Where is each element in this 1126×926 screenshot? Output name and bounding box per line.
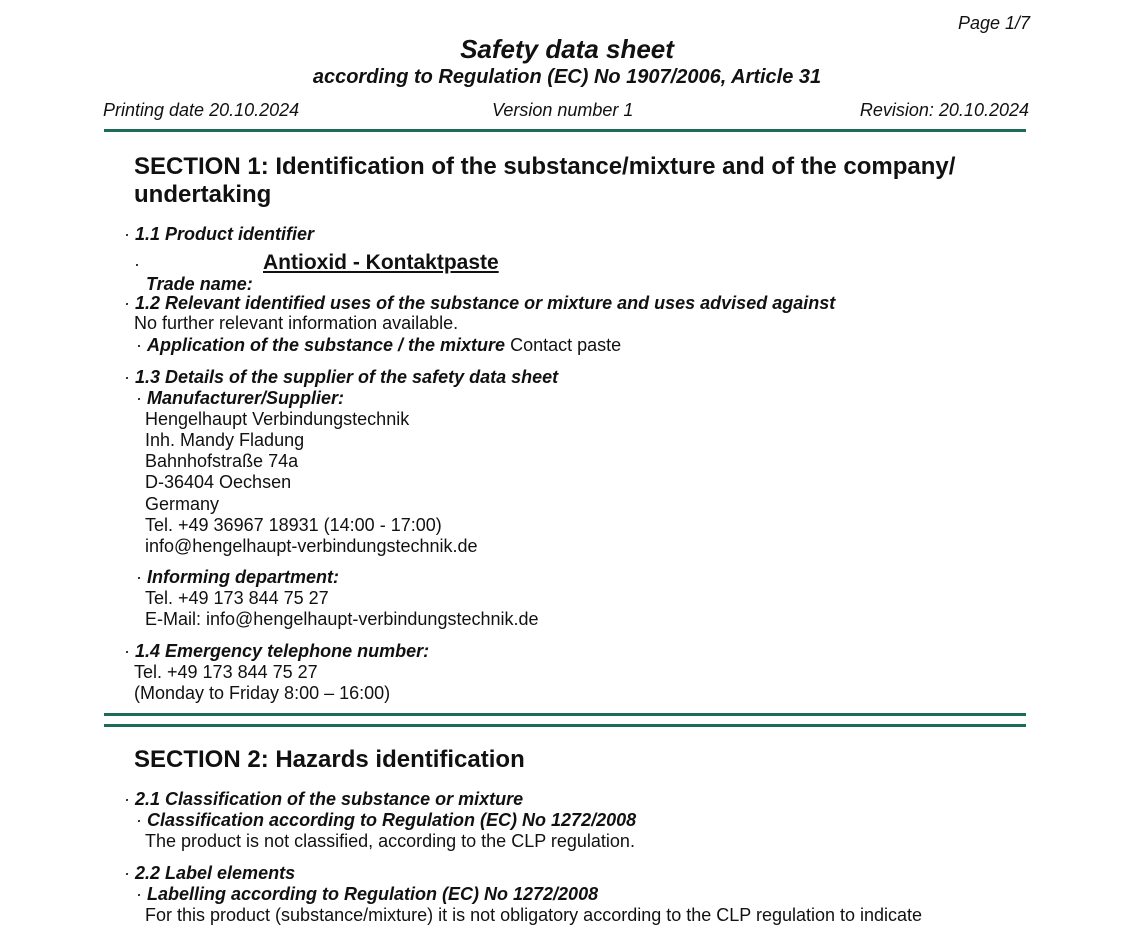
informing-email[interactable]: E-Mail: info@hengelhaupt-verbindungstechnik.de bbox=[145, 609, 539, 629]
subsection-1-3: · 1.3 Details of the supplier of the safety data sheet bbox=[124, 367, 559, 387]
emergency-phone: Tel. +49 173 844 75 27 bbox=[134, 662, 318, 682]
classification-text: The product is not classified, according to the CLP regulation. bbox=[145, 831, 635, 851]
manufacturer-country: Germany bbox=[145, 494, 220, 514]
subsection-1-4: · 1.4 Emergency telephone number: bbox=[124, 641, 430, 661]
page-number: Page 1/7 bbox=[957, 13, 1030, 33]
subsection-2-1: · 2.1 Classification of the substance or mixture bbox=[124, 789, 524, 809]
subsection-1-2: · 1.2 Relevant identified uses of the substance or mixture and uses advised against bbox=[124, 293, 836, 313]
emergency-hours: (Monday to Friday 8:00 – 16:00) bbox=[134, 683, 391, 703]
manufacturer-owner: Inh. Mandy Fladung bbox=[145, 430, 305, 450]
uses-text: No further relevant information available. bbox=[134, 313, 459, 333]
manufacturer-city: D-36404 Oechsen bbox=[145, 472, 292, 492]
version-number: Version number 1 bbox=[492, 100, 634, 120]
revision-date: Revision: 20.10.2024 bbox=[859, 100, 1029, 120]
subsection-1-1: · 1.1 Product identifier bbox=[124, 224, 315, 244]
labelling-text-clipped: For this product (substance/mixture) it is not obligatory according to the CLP regulation to indicate bbox=[145, 905, 923, 925]
subsection-2-2: · 2.2 Label elements bbox=[124, 863, 296, 883]
manufacturer-name: Hengelhaupt Verbindungstechnik bbox=[145, 409, 410, 429]
informing-department-label: · Informing department: bbox=[136, 567, 339, 587]
application-row: · Application of the substance / the mixture Contact paste bbox=[136, 335, 622, 355]
section1-title-line1: SECTION 1: Identification of the substance/mixture and of the company/ bbox=[134, 153, 956, 180]
bullet-dot: · bbox=[134, 254, 140, 274]
manufacturer-phone: Tel. +49 36967 18931 (14:00 - 17:00) bbox=[145, 515, 442, 535]
informing-phone: Tel. +49 173 844 75 27 bbox=[145, 588, 329, 608]
printing-date: Printing date 20.10.2024 bbox=[103, 100, 300, 120]
trade-name-label: Trade name: bbox=[146, 274, 253, 294]
manufacturer-street: Bahnhofstraße 74a bbox=[145, 451, 299, 471]
section-divider-bottom bbox=[104, 724, 1026, 727]
classification-label: · Classification according to Regulation (EC) No 1272/2008 bbox=[136, 810, 637, 830]
manufacturer-email[interactable]: info@hengelhaupt-verbindungstechnik.de bbox=[145, 536, 478, 556]
section2-title: SECTION 2: Hazards identification bbox=[134, 746, 525, 773]
trade-name-value: Antioxid - Kontaktpaste bbox=[263, 251, 499, 274]
manufacturer-label: · Manufacturer/Supplier: bbox=[136, 388, 345, 408]
labelling-label: · Labelling according to Regulation (EC) No 1272/2008 bbox=[136, 884, 599, 904]
section-divider-top bbox=[104, 713, 1026, 716]
header-divider bbox=[104, 129, 1026, 132]
document-title: Safety data sheet bbox=[460, 34, 674, 64]
section1-title-line2: undertaking bbox=[134, 181, 272, 208]
document-subtitle: according to Regulation (EC) No 1907/2006, Article 31 bbox=[312, 66, 822, 88]
